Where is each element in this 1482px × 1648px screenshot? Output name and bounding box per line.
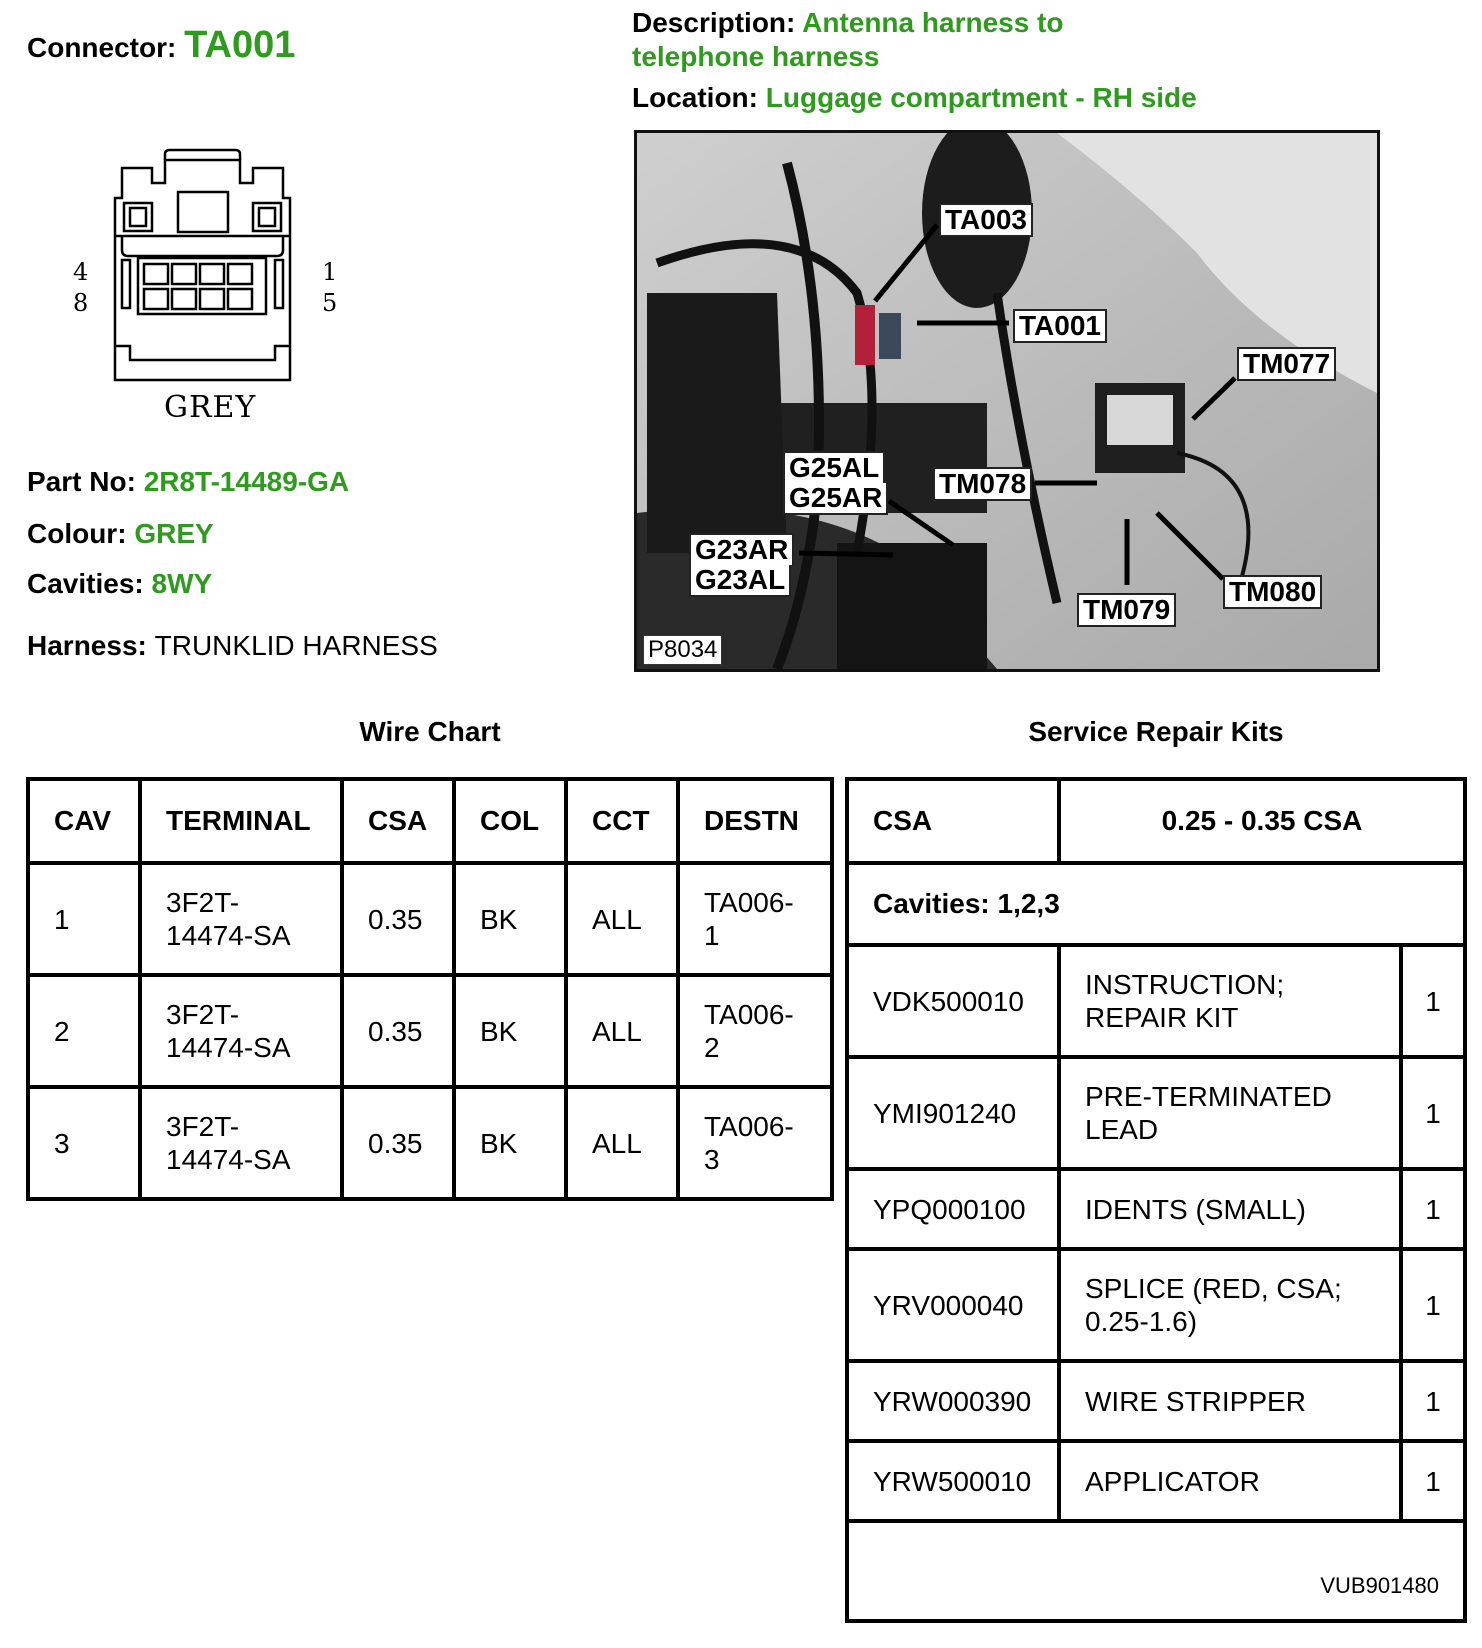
kit-description [1059, 945, 1401, 1057]
destn-line1: TA006- [704, 887, 794, 918]
cell-terminal [140, 975, 342, 1087]
table-row [847, 945, 1465, 1057]
cell-cav: 2 [28, 975, 140, 1087]
colour-label: Colour: [27, 518, 127, 549]
repair-kits-table [845, 777, 1467, 1623]
kit-part-number: VDK500010 [847, 945, 1059, 1057]
terminal-line2: 14474-SA [166, 920, 291, 951]
kit-header-csa: CSA [847, 779, 1059, 863]
terminal-line1: 3F2T- [166, 999, 240, 1030]
kit-desc-line2: 0.25-1.6) [1085, 1306, 1198, 1337]
table-row [847, 1057, 1465, 1169]
kit-quantity: 1 [1401, 1249, 1465, 1361]
kit-part-number: YRV000040 [847, 1249, 1059, 1361]
header-csa: CSA [342, 779, 454, 863]
header-col: COL [454, 779, 566, 863]
kit-description [1059, 1057, 1401, 1169]
harness-row [27, 630, 438, 662]
header-cct: CCT [566, 779, 678, 863]
destn-line2: 2 [704, 1032, 720, 1063]
pin-label-4: 4 [73, 258, 89, 286]
kit-quantity: 1 [1401, 1169, 1465, 1249]
cell-col: BK [454, 863, 566, 975]
kit-quantity: 1 [1401, 945, 1465, 1057]
kit-desc-line1: INSTRUCTION; [1085, 969, 1285, 1000]
kit-description [1059, 1249, 1401, 1361]
destn-line2: 1 [704, 920, 720, 951]
cell-cav: 3 [28, 1087, 140, 1199]
kit-part-number: YMI901240 [847, 1057, 1059, 1169]
cavities-label: Cavities: [27, 568, 144, 599]
repair-kits-title: Service Repair Kits [1028, 716, 1284, 747]
kit-quantity: 1 [1401, 1441, 1465, 1521]
photo-tag-g25al: G25AL [783, 451, 885, 483]
kit-cavities-row [847, 863, 1465, 945]
table-row [28, 863, 832, 975]
location-photo [634, 130, 1380, 672]
connector-id: TA001 [184, 24, 296, 66]
part-no-value: 2R8T-14489-GA [143, 466, 350, 497]
cell-terminal [140, 863, 342, 975]
connector-heading [27, 24, 295, 67]
photo-tag-tm077: TM077 [1237, 347, 1336, 381]
harness-value: TRUNKLID HARNESS [154, 630, 438, 661]
kit-cavities-note: Cavities: 1,2,3 [847, 863, 1465, 945]
cavities-value: 8WY [151, 568, 213, 599]
cell-destn [678, 1087, 832, 1199]
kit-header-range: 0.25 - 0.35 CSA [1059, 779, 1465, 863]
kit-desc-line1: PRE-TERMINATED [1085, 1081, 1332, 1112]
wire-chart-table [26, 777, 834, 1201]
kit-header-row [847, 779, 1465, 863]
connector-face-diagram [60, 148, 360, 438]
terminal-line1: 3F2T- [166, 1111, 240, 1142]
pin-label-8: 8 [73, 289, 89, 317]
pin-label-1: 1 [322, 258, 338, 286]
location-value: Luggage compartment - RH side [765, 82, 1197, 113]
terminal-line2: 14474-SA [166, 1032, 291, 1063]
photo-tag-ta001: TA001 [1013, 309, 1107, 343]
kit-footer-reference: VUB901480 [847, 1521, 1465, 1621]
wire-chart-header-row [28, 779, 832, 863]
description-label: Description: [632, 7, 796, 38]
cell-col: BK [454, 1087, 566, 1199]
photo-tag-tm078: TM078 [933, 467, 1032, 501]
kit-description: IDENTS (SMALL) [1059, 1169, 1401, 1249]
colour-row [27, 518, 214, 550]
cell-cav: 1 [28, 863, 140, 975]
kit-part-number: YRW500010 [847, 1441, 1059, 1521]
photo-tag-g25ar: G25AR [783, 483, 888, 515]
cell-cct: ALL [566, 1087, 678, 1199]
location-block [632, 82, 1197, 114]
destn-line1: TA006- [704, 1111, 794, 1142]
kit-part-number: YRW000390 [847, 1361, 1059, 1441]
table-row [28, 1087, 832, 1199]
photo-tag-tm079: TM079 [1077, 593, 1176, 627]
destn-line2: 3 [704, 1144, 720, 1175]
cell-destn [678, 975, 832, 1087]
photo-tag-g23al: G23AL [689, 565, 791, 597]
kit-quantity: 1 [1401, 1361, 1465, 1441]
description-value-line2: telephone harness [632, 41, 880, 72]
cell-csa: 0.35 [342, 1087, 454, 1199]
kit-part-number: YPQ000100 [847, 1169, 1059, 1249]
cell-destn [678, 863, 832, 975]
part-no-label: Part No: [27, 466, 136, 497]
description-block [632, 6, 1064, 74]
photo-tag-tm080: TM080 [1223, 575, 1322, 609]
harness-label: Harness: [27, 630, 147, 661]
kit-desc-line2: REPAIR KIT [1085, 1002, 1239, 1033]
header-cav: CAV [28, 779, 140, 863]
kit-quantity: 1 [1401, 1057, 1465, 1169]
terminal-line2: 14474-SA [166, 1144, 291, 1175]
kit-footer-row [847, 1521, 1465, 1621]
cell-col: BK [454, 975, 566, 1087]
description-value-line1: Antenna harness to [802, 7, 1064, 38]
colour-value: GREY [134, 518, 214, 549]
cell-terminal [140, 1087, 342, 1199]
kit-desc-line2: LEAD [1085, 1114, 1159, 1145]
kit-description: APPLICATOR [1059, 1441, 1401, 1521]
header-terminal: TERMINAL [140, 779, 342, 863]
table-row [28, 975, 832, 1087]
table-row [847, 1441, 1465, 1521]
table-row [847, 1361, 1465, 1441]
photo-reference: P8034 [643, 635, 722, 665]
destn-line1: TA006- [704, 999, 794, 1030]
kit-desc-line1: SPLICE (RED, CSA; [1085, 1273, 1342, 1304]
header-destn: DESTN [678, 779, 832, 863]
terminal-line1: 3F2T- [166, 887, 240, 918]
table-row [847, 1169, 1465, 1249]
cell-cct: ALL [566, 863, 678, 975]
photo-tag-ta003: TA003 [939, 203, 1033, 237]
connector-label: Connector: [27, 32, 177, 63]
wire-chart-title: Wire Chart [359, 716, 501, 747]
kit-description: WIRE STRIPPER [1059, 1361, 1401, 1441]
table-row [847, 1249, 1465, 1361]
pin-label-5: 5 [322, 289, 338, 317]
photo-tag-g23ar: G23AR [689, 533, 794, 565]
location-label: Location: [632, 82, 758, 113]
cell-cct: ALL [566, 975, 678, 1087]
cell-csa: 0.35 [342, 975, 454, 1087]
cell-csa: 0.35 [342, 863, 454, 975]
cavities-row [27, 568, 212, 600]
connector-colour-text: GREY [164, 390, 257, 425]
part-no-row [27, 466, 349, 498]
